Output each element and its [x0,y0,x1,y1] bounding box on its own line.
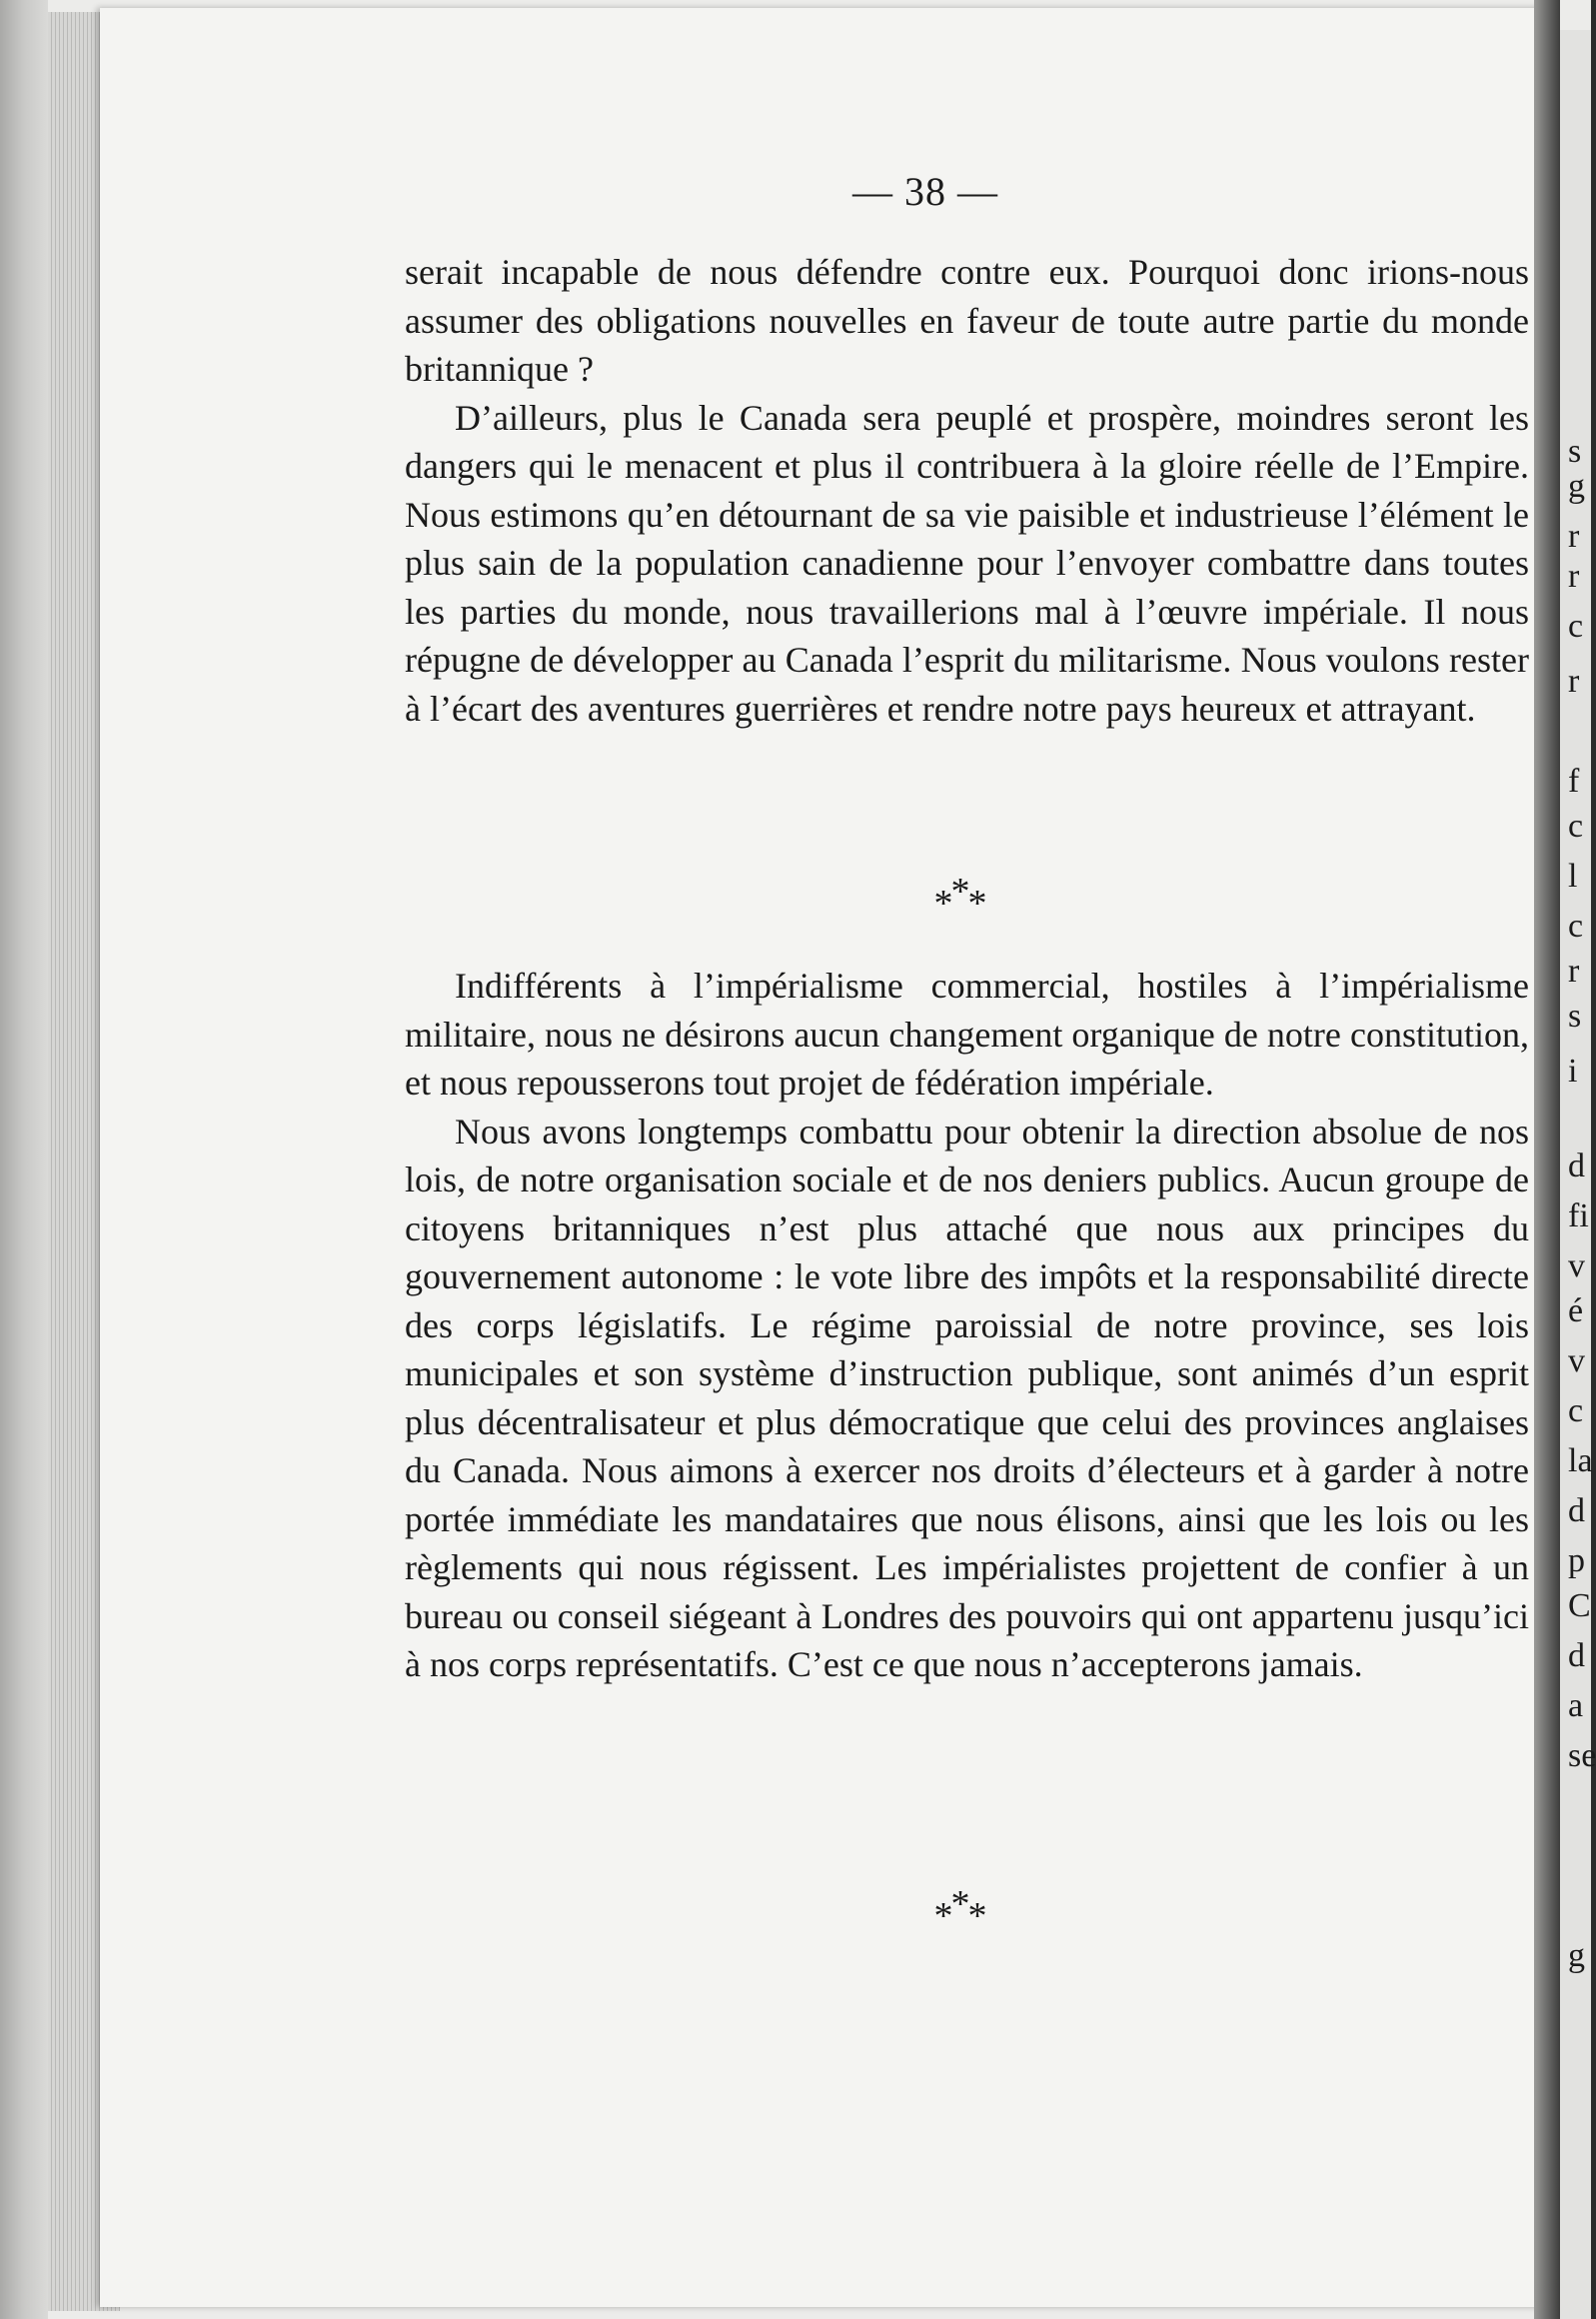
facing-page-fragment: i [1568,1053,1578,1090]
facing-page-fragment: c [1568,608,1584,645]
asterism-star-middle: * [950,1883,968,1925]
facing-page-fragment: d [1568,1492,1585,1529]
asterism-star-right: * [967,1895,985,1937]
asterism-star-right: * [967,883,985,925]
facing-page-fragment: v [1568,1247,1585,1284]
section-separator-asterism [879,871,1039,926]
facing-page-fragment: p [1568,1542,1585,1579]
facing-page-fragment: c [1568,908,1584,945]
facing-page-fragment: g [1568,1937,1585,1974]
section-separator-asterism [879,1883,1039,1938]
facing-page-fragment: r [1568,663,1580,700]
facing-page-fragment: C [1568,1587,1591,1624]
facing-page-fragment: c [1568,1392,1584,1429]
paragraph-nous-avons: Nous avons longtemps combattu pour obtenir la direction absolue de nos lois, de notre organisation sociale et de nos deniers publics. Aucun groupe de citoyens britanniques n’est plus attaché que nous aux principes du gouvernement autonome : le vote libre des impôts et la responsabilité directe des corps législatifs. Le régime paroissial de notre province, ses lois municipales et son système d’instruction publique, sont animés d’un esprit plus décentralisateur et plus démocratique que celui des provinces anglaises du Canada. Nous aimons à exercer nos droits d’électeurs et à garder à notre portée immédiate les mandataires que nous élisons, ainsi que les lois ou les règlements qui nous régissent. Les impérialistes projettent de confier à un bureau ou conseil siégeant à Londres des pouvoirs qui ont appartenu jusqu’ici à nos corps représentatifs. C’est ce que nous n’accepterons jamais. [405,1111,1529,1684]
facing-page-fragment: c [1568,808,1584,845]
facing-page-fragment: l [1568,858,1578,895]
facing-page-fragment: a [1568,1687,1584,1724]
facing-page-fragment: é [1568,1292,1584,1329]
paragraph-dailleurs: D’ailleurs, plus le Canada sera peuplé et prospère, moindres seront les dangers qui le menacent et plus il contribuera à la gloire réelle de l’Empire. Nous estimons qu’en détournant de sa vie paisible et industrieuse l’élément le plus sain de la population canadienne pour l’envoyer combattre dans toutes les parties du monde, nous travaillerions mal à l’œuvre impériale. Il nous répugne de développer au Canada l’esprit du militarisme. Nous voulons rester à l’écart des aventures guerrières et rendre notre pays heureux et attrayant. [405,397,1529,729]
facing-page-fragment: s [1568,433,1582,470]
asterism-star-left: * [933,883,951,925]
facing-page-fragment: v [1568,1342,1585,1379]
facing-page-fragment: r [1568,953,1580,990]
facing-page-fragment: fi [1568,1197,1589,1234]
asterism-star-middle: * [950,871,968,913]
facing-page-fragment: d [1568,1148,1585,1184]
paragraph-indifferents: Indifférents à l’impérialisme commercial, hostiles à l’impérialisme militaire, nous ne désirons aucun changement organique de notre constitution, et nous repousserons tout projet de fédération impériale. [405,966,1529,1103]
text-block-1 [405,248,1529,733]
text-block-2 [405,962,1529,1689]
facing-page-fragment: la [1568,1442,1593,1479]
facing-page-fragment: r [1568,558,1580,595]
asterism-star-left: * [933,1895,951,1937]
facing-page-edge [1560,30,1596,2319]
binding-gutter-shadow [1534,0,1560,2319]
facing-page-fragment: r [1568,518,1580,555]
page-number: — 38 — [852,169,998,214]
paragraph-continued: serait incapable de nous défendre contre eux. Pourquoi donc irions-nous assumer des obligations nouvelles en faveur de toute autre partie du monde britannique ? [405,252,1529,389]
facing-page-fragment: d [1568,1637,1585,1674]
book-cover-edge [0,0,48,2319]
facing-page-fragment: s [1568,998,1582,1035]
facing-page-fragment: se [1568,1737,1596,1774]
facing-page-fragment: f [1568,763,1580,800]
facing-page-fragment: g [1568,468,1585,505]
